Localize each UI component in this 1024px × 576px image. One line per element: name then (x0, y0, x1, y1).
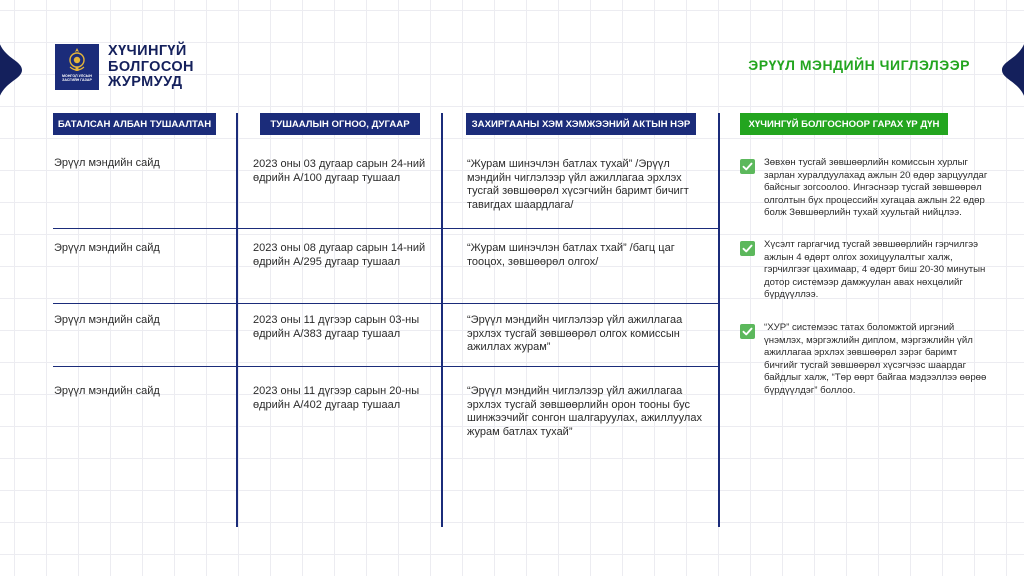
column-divider (236, 113, 238, 527)
logo-caption-line: ЗАСГИЙН ГАЗАР (62, 78, 92, 83)
check-icon (740, 159, 755, 174)
table-cell-official: Эрүүл мэндийн сайд (54, 242, 160, 254)
brand-line: ЖУРМУУД (108, 74, 183, 90)
logo-caption (62, 74, 92, 82)
brand-line: БОЛГОСОН (108, 58, 194, 75)
column-header-official: БАТАЛСАН АЛБАН ТУШААЛТАН (53, 113, 216, 135)
column-header-order: ТУШААЛЫН ОГНОО, ДУГААР (260, 113, 420, 135)
row-divider (53, 303, 719, 304)
government-emblem-icon (67, 47, 87, 73)
column-header-result: ХҮЧИНГҮЙ БОЛГОСНООР ГАРАХ ҮР ДҮН (740, 113, 948, 135)
result-text: “ХУР” системээс татах боломжтой иргэний үнэмлэх, мэргэжлийн диплом, мэргэжлийн үйл ажиллагаа эрхлэх зөвшөөрөл зэрэг баримт бичгийг тусгай зөвшөөрөл хүсэгчээс шаардаг байдлыг халж, “Төр өөрт байгаа мэдээллээ өөрөө бүрдүүлдэг” боллоо. (764, 322, 987, 396)
result-item (740, 239, 990, 302)
column-header-act: ЗАХИРГААНЫ ХЭМ ХЭМЖЭЭНИЙ АКТЫН НЭР (466, 113, 696, 135)
column-divider (718, 113, 720, 527)
row-divider (53, 366, 719, 367)
table-cell-order: 2023 оны 11 дүгээр сарын 03-ны өдрийн А/383 дугаар тушаал (253, 314, 420, 340)
table-cell-order: 2023 оны 08 дугаар сарын 14-ний өдрийн А/295 дугаар тушаал (253, 242, 426, 268)
table-cell-official: Эрүүл мэндийн сайд (54, 314, 160, 326)
brand-line: ХҮЧИНГҮЙ (108, 43, 187, 59)
table-cell-official: Эрүүл мэндийн сайд (54, 385, 160, 397)
result-text: Хүсэлт гаргагчид тусгай зөвшөөрлийн гэрчилгээ ажлын 4 өдөрт олгох зохицуулалтыг халж, гэрчилгээг цахимаар, 4 өдөрт биш 20-30 минутын дотор системээр дамжуулан авах нөхцөлийг бүрдүүллээ. (764, 239, 986, 301)
table-cell-order: 2023 оны 03 дугаар сарын 24-ний өдрийн А/100 дугаар тушаал (253, 158, 426, 184)
page-title: ЭРҮҮЛ МЭНДИЙН ЧИГЛЭЛЭЭР (748, 57, 970, 73)
table-cell-order: 2023 оны 11 дүгээр сарын 20-ны өдрийн А/402 дугаар тушаал (253, 385, 420, 411)
table-cell-official: Эрүүл мэндийн сайд (54, 157, 160, 169)
brand-title (108, 44, 194, 91)
result-item (740, 157, 990, 220)
column-divider (441, 113, 443, 527)
check-icon (740, 241, 755, 256)
logo-caption-line: МОНГОЛ УЛСЫН (62, 74, 92, 78)
government-logo (55, 44, 99, 90)
row-divider (53, 228, 719, 229)
left-edge-notch (0, 38, 24, 102)
table-cell-act: “Эрүүл мэндийн чиглэлээр үйл ажиллагаа эрхлэх тусгай зөвшөөрөл олгох комиссын ажиллах журам” (467, 314, 683, 353)
result-text: Зөвхөн тусгай зөвшөөрлийн комиссын хурлыг зарлан хуралдуулахад ажлын 20 өдөр зарцуулдаг байсныг зогсоолоо. Ингэснээр тусгай зөвшөөрөл олголтын бүх процессийн хугацаа ажлын 22 өдөр болж Зөвшөөрлийн тухай хуультай нийцлээ. (764, 157, 988, 219)
table-cell-act: “Эрүүл мэндийн чиглэлээр үйл ажиллагаа эрхлэх тусгай зөвшөөрлийн орон тооны бус шинжээчийг сонгон шалгаруулах, ажиллуулах журам батлах тухай” (467, 385, 702, 438)
right-edge-notch (1000, 38, 1024, 102)
table-cell-act: “Журам шинэчлэн батлах тхай” /багц цаг тооцох, зөвшөөрөл олгох/ (467, 242, 675, 268)
result-item (740, 322, 990, 398)
check-icon (740, 324, 755, 339)
table-cell-act: “Журам шинэчлэн батлах тухай” /Эрүүл мэндийн чиглэлээр үйл ажиллагаа эрхлэх тусгай зөвшөөрөл хүсэгчийн баримт бичигт тавигдах шаардлага/ (467, 158, 689, 211)
